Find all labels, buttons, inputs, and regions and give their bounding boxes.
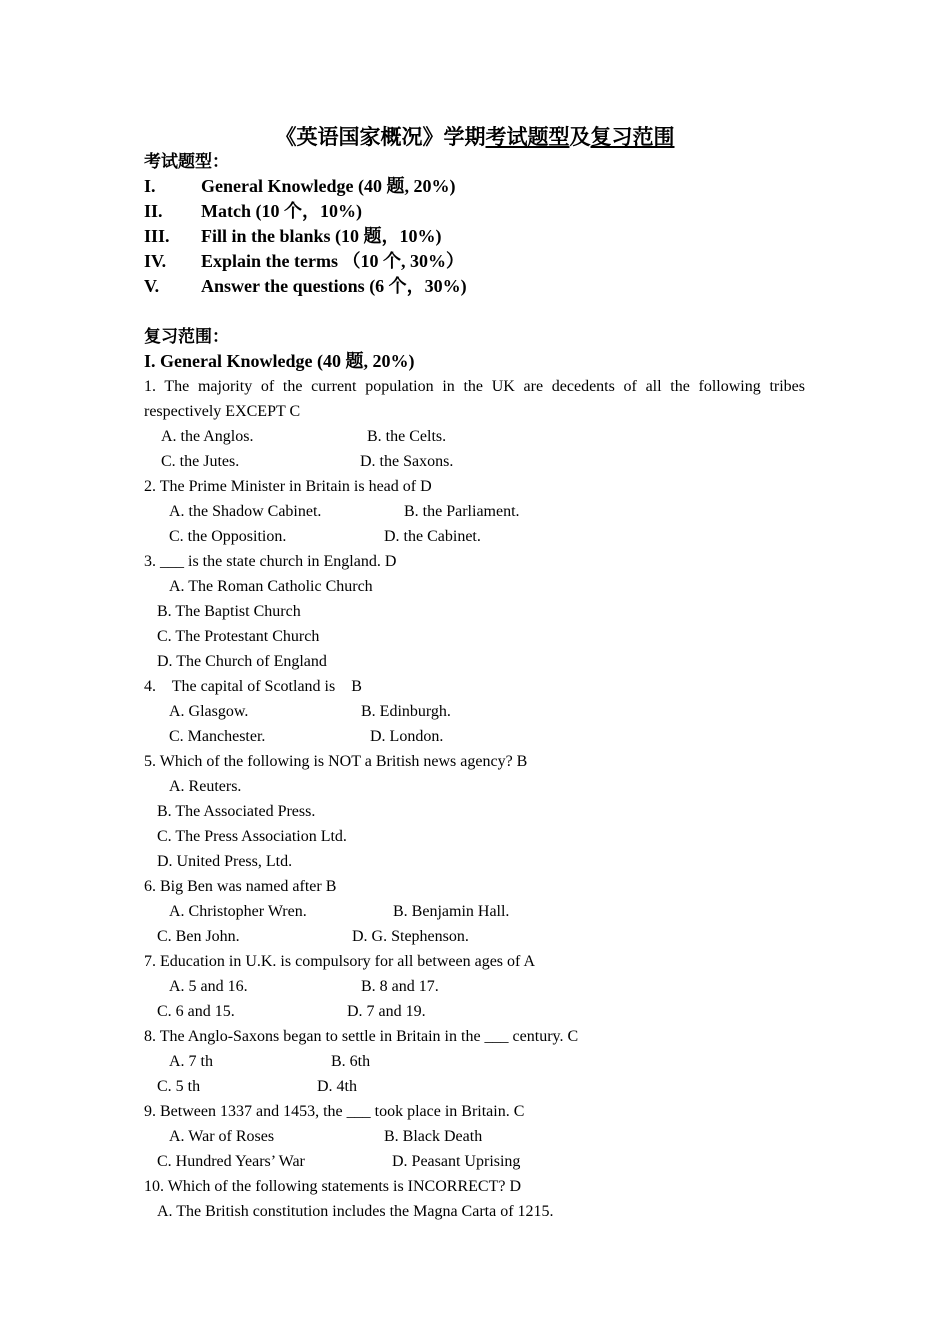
option: D. London. — [370, 728, 444, 745]
option: D. 7 and 19. — [347, 1003, 426, 1020]
exam-type-item — [144, 249, 464, 274]
item-text: General Knowledge (40 题, 20%) — [201, 176, 456, 196]
question-stem: 3. ___ is the state church in England. D — [144, 553, 397, 570]
option: C. The Protestant Church — [157, 628, 320, 645]
item-text: Match (10 个，10%) — [201, 201, 362, 221]
question-stem: 1. The majority of the current population in the UK are decedents of all the following tribes — [144, 378, 805, 395]
question-stem: 8. The Anglo-Saxons began to settle in Britain in the ___ century. C — [144, 1028, 579, 1045]
option: A. The British constitution includes the Magna Carta of 1215. — [157, 1203, 554, 1220]
option: C. 5 th — [157, 1078, 201, 1095]
option: C. 6 and 15. — [157, 1003, 235, 1020]
option: B. Black Death — [384, 1128, 483, 1145]
option: C. Hundred Years’ War — [157, 1153, 305, 1170]
question-stem: 7. Education in U.K. is compulsory for all between ages of A — [144, 953, 536, 970]
item-number: III. — [144, 226, 170, 246]
exam-type-item — [144, 174, 455, 199]
question-stem: 6. Big Ben was named after B — [144, 878, 337, 895]
item-number: II. — [144, 201, 163, 221]
title-part: 《英语国家概况》学期 — [275, 125, 486, 149]
item-text: Explain the terms （10 个, 30%） — [201, 251, 464, 271]
option: A. Christopher Wren. — [169, 903, 307, 920]
option: C. Ben John. — [157, 928, 240, 945]
section-heading: I. General Knowledge (40 题, 20%) — [144, 351, 415, 371]
title-part: 及 — [569, 125, 591, 149]
option: C. Manchester. — [169, 728, 266, 745]
option: B. The Associated Press. — [157, 803, 316, 820]
option: B. 6th — [331, 1053, 371, 1070]
item-number: I. — [144, 176, 156, 196]
option: A. Glasgow. — [169, 703, 249, 720]
question-stem: 5. Which of the following is NOT a British news agency? B — [144, 753, 528, 770]
exam-type-item — [144, 199, 362, 224]
option: B. The Baptist Church — [157, 603, 301, 620]
option: A. the Shadow Cabinet. — [169, 503, 322, 520]
title-part-underlined: 考试题型 — [485, 125, 570, 149]
option: A. The Roman Catholic Church — [169, 578, 373, 595]
option: D. the Cabinet. — [384, 528, 481, 545]
exam-type-item — [144, 274, 467, 299]
option: B. the Celts. — [367, 428, 447, 445]
option: C. the Jutes. — [161, 453, 240, 470]
question-stem: 2. The Prime Minister in Britain is head of D — [144, 478, 432, 495]
option: D. G. Stephenson. — [352, 928, 469, 945]
option: A. 7 th — [169, 1053, 213, 1070]
question-stem: 9. Between 1337 and 1453, the ___ took place in Britain. C — [144, 1103, 525, 1120]
option: B. Benjamin Hall. — [393, 903, 510, 920]
document-title — [0, 122, 950, 152]
option: B. the Parliament. — [404, 503, 520, 520]
option: C. the Opposition. — [169, 528, 287, 545]
option: D. The Church of England — [157, 653, 327, 670]
question-stem: 10. Which of the following statements is INCORRECT? D — [144, 1178, 521, 1195]
option: D. 4th — [317, 1078, 357, 1095]
option: D. Peasant Uprising — [392, 1153, 521, 1170]
option: D. United Press, Ltd. — [157, 853, 293, 870]
option: A. War of Roses — [169, 1128, 275, 1145]
question-stem-continued: respectively EXCEPT C — [144, 403, 301, 420]
review-heading: 复习范围： — [144, 327, 229, 346]
title-part-underlined: 复习范围 — [590, 125, 675, 149]
option: C. The Press Association Ltd. — [157, 828, 347, 845]
option: D. the Saxons. — [360, 453, 454, 470]
question-stem: 4. The capital of Scotland is B — [144, 678, 362, 695]
option: B. Edinburgh. — [361, 703, 451, 720]
option: A. the Anglos. — [161, 428, 254, 445]
item-number: IV. — [144, 251, 167, 271]
option: A. Reuters. — [169, 778, 242, 795]
exam-type-item — [144, 224, 442, 249]
item-text: Fill in the blanks (10 题，10%) — [201, 226, 442, 246]
option: B. 8 and 17. — [361, 978, 439, 995]
item-number: V. — [144, 276, 160, 296]
item-text: Answer the questions (6 个，30%) — [201, 276, 467, 296]
exam-types-heading: 考试题型： — [144, 152, 229, 171]
option: A. 5 and 16. — [169, 978, 248, 995]
